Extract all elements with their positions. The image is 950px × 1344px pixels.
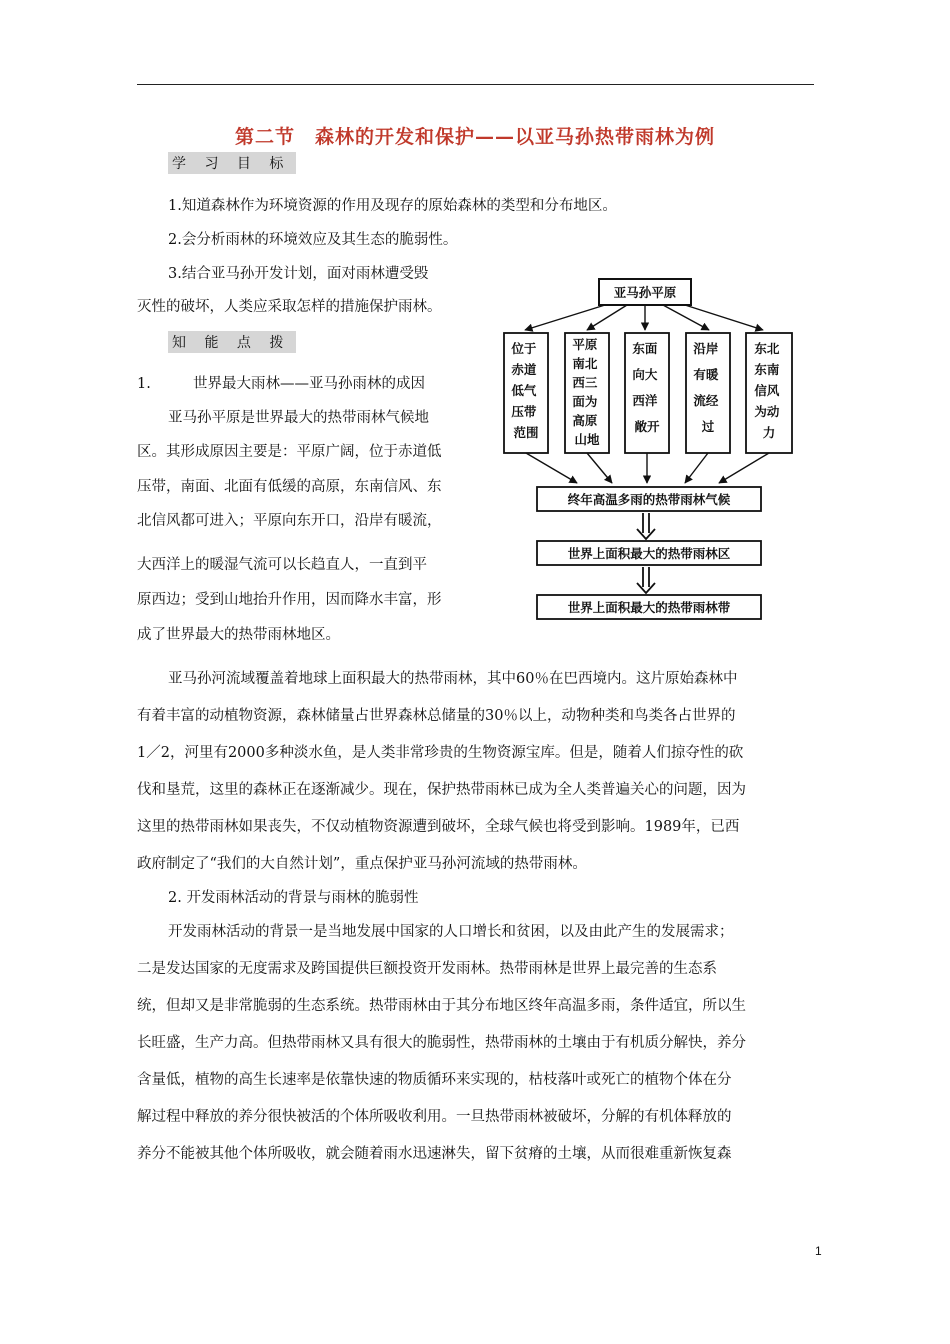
point1-line: 原西边；受到山地抬升作用，因而降水丰富，形 (137, 592, 442, 608)
objective-1: 1.知道森林作为环境资源的作用及现存的原始森林的类型和分布地区。 (168, 198, 617, 214)
paragraph2-line: 1／2，河里有2000多种淡水鱼，是人类非常珍贵的生物资源宝库。但是，随着人们掠夺性的砍 (137, 745, 744, 761)
factor-4-text: 沿岸 有暖 流经 过 (693, 341, 719, 434)
paragraph2-line: 有着丰富的动植物资源，森林储量占世界森林总储量的30％以上，动物种类和鸟类各占世界的 (137, 708, 736, 724)
formation-flow-diagram (497, 275, 797, 625)
result-1-label: 终年高温多雨的热带雨林气候 (567, 492, 731, 507)
point2-heading: 2. 开发雨林活动的背景与雨林的脆弱性 (168, 890, 419, 906)
page-number: 1 (815, 1244, 822, 1258)
point1-heading-number: 1. (137, 376, 151, 392)
point2-line: 统，但却又是非常脆弱的生态系统。热带雨林由于其分布地区终年高温多雨，条件适宜，所以生 (137, 998, 746, 1014)
result-2-label: 世界上面积最大的热带雨林区 (567, 546, 731, 561)
paragraph2-line: 伐和垦荒，这里的森林正在逐渐减少。现在，保护热带雨林已成为全人类普遍关心的问题，因为 (137, 782, 746, 798)
point2-line: 二是发达国家的无度需求及跨国提供巨额投资开发雨林。热带雨林是世界上最完善的生态系 (137, 961, 717, 977)
point1-line: 亚马孙平原是世界最大的热带雨林气候地 (168, 410, 429, 426)
point1-line: 北信风都可进入；平原向东开口，沿岸有暖流， (137, 513, 442, 529)
point2-line: 长旺盛，生产力高。但热带雨林又具有很大的脆弱性，热带雨林的土壤由于有机质分解快，养分 (137, 1035, 746, 1051)
point2-line: 解过程中释放的养分很快被活的个体所吸收利用。一旦热带雨林被破坏，分解的有机体释放的 (137, 1109, 732, 1125)
converge-arrows (526, 453, 769, 483)
points-label: 知 能 点 拨 (168, 331, 296, 353)
factor-2-text: 平原 南北 西三 面为 高原 山地 (572, 337, 600, 447)
result-3-label: 世界上面积最大的热带雨林带 (567, 600, 731, 615)
paragraph2-line: 亚马孙河流域覆盖着地球上面积最大的热带雨林，其中60％在巴西境内。这片原始森林中 (168, 671, 738, 687)
point1-line: 大西洋上的暖湿气流可以长趋直人，一直到平 (137, 557, 427, 573)
point2-line: 开发雨林活动的背景一是当地发展中国家的人口增长和贫困，以及由此产生的发展需求； (168, 924, 734, 940)
point1-line: 区。其形成原因主要是：平原广阔，位于赤道低 (137, 444, 442, 460)
point1-line: 压带，南面、北面有低缓的高原，东南信风、东 (137, 479, 442, 495)
point2-line: 含量低，植物的高生长速率是依靠快速的物质循环来实现的，枯枝落叶或死亡的植物个体在分 (137, 1072, 732, 1088)
page-title: 第二节 森林的开发和保护——以亚马孙热带雨林为例 (234, 126, 715, 148)
objective-2: 2.会分析雨林的环境效应及其生态的脆弱性。 (168, 232, 458, 248)
point1-heading: 世界最大雨林——亚马孙雨林的成因 (193, 376, 425, 392)
objectives-label: 学 习 目 标 (168, 152, 296, 174)
point1-line: 成了世界最大的热带雨林地区。 (137, 627, 340, 643)
double-arrow-1 (637, 513, 655, 539)
top-box-label: 亚马孙平原 (613, 285, 677, 300)
factor-5-text: 东北 东南 信风 为动 力 (754, 341, 780, 440)
header-rule (137, 84, 814, 85)
objective-3-cont: 灭性的破坏，人类应采取怎样的措施保护雨林。 (137, 299, 442, 315)
paragraph2-line: 这里的热带雨林如果丧失，不仅动植物资源遭到破坏，全球气候也将受到影响。1989年，已西 (137, 819, 740, 835)
double-arrow-2 (637, 567, 655, 593)
point2-line: 养分不能被其他个体所吸收，就会随着雨水迅速淋失，留下贫瘠的土壤，从而很难重新恢复森 (137, 1146, 732, 1162)
factor-1-text: 位于 赤道 低气 压带 范围 (511, 341, 539, 440)
factor-3-text: 东面 向大 西洋 敞开 (632, 341, 660, 434)
branch-arrows (525, 305, 763, 330)
objective-3: 3.结合亚马孙开发计划，面对雨林遭受毁 (168, 266, 429, 282)
paragraph2-line: 政府制定了“我们的大自然计划”，重点保护亚马孙河流域的热带雨林。 (137, 856, 587, 872)
